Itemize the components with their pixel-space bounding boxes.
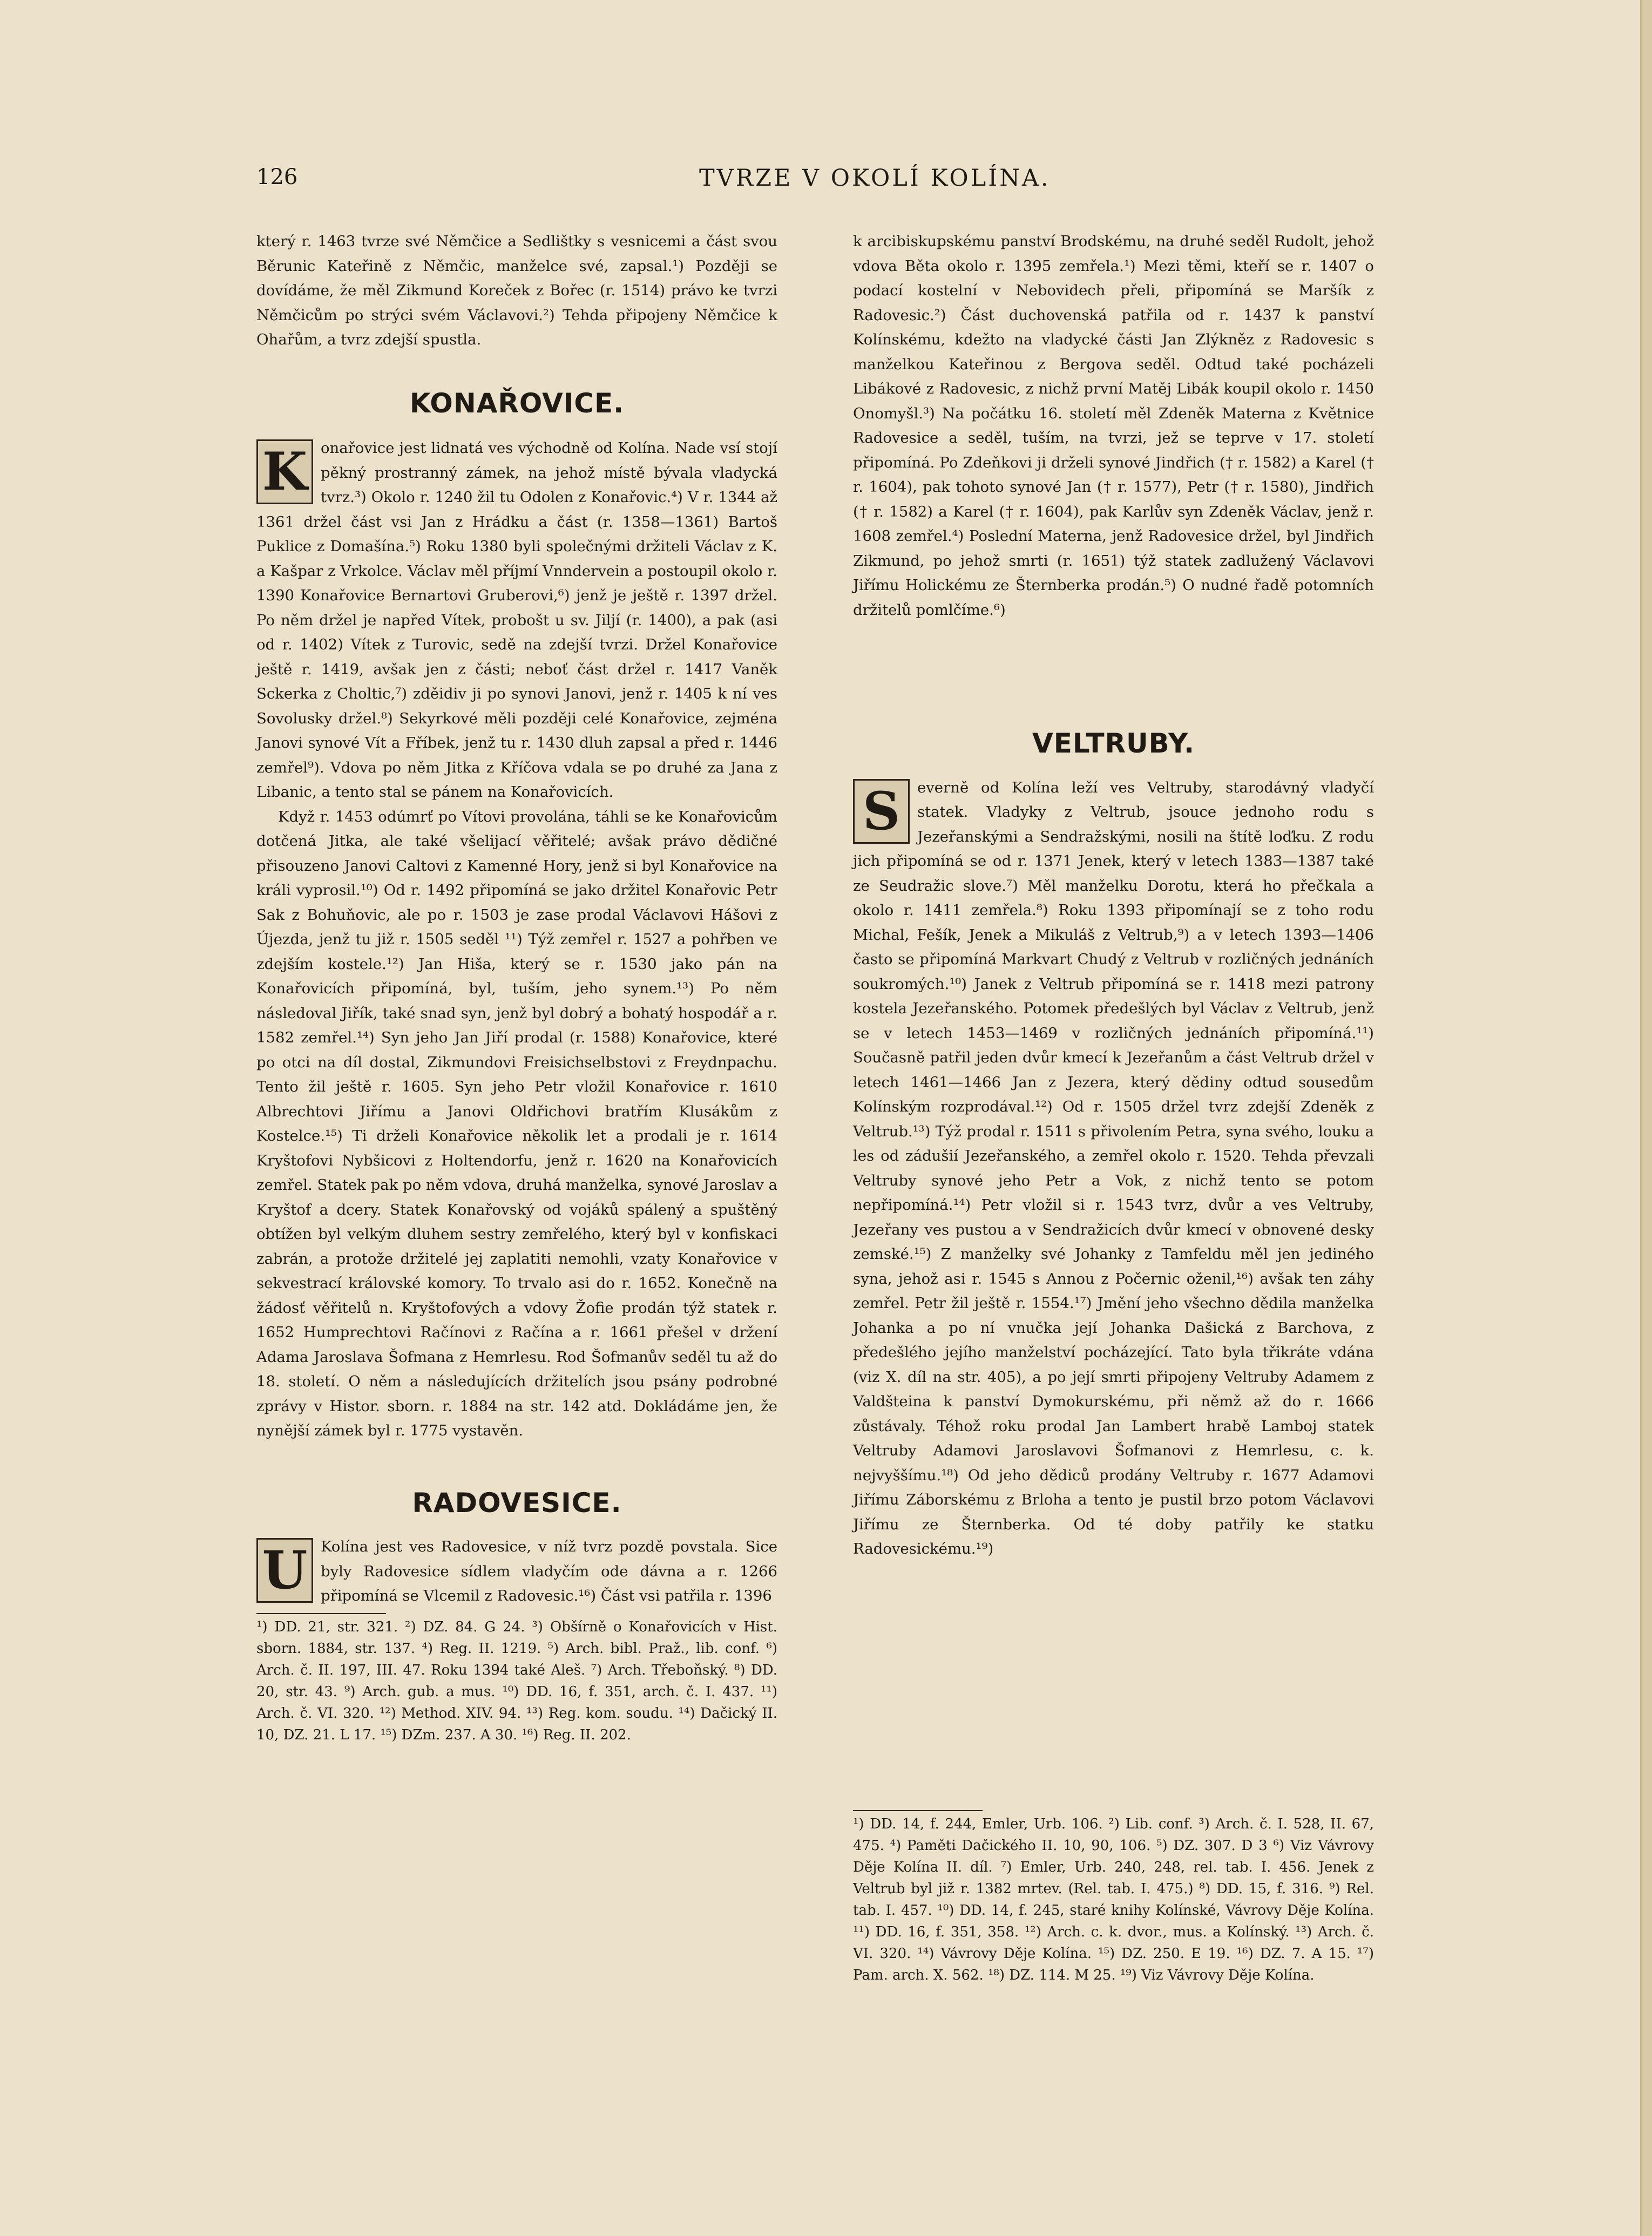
drop-cap-letter: U <box>262 1540 308 1601</box>
drop-cap-letter: S <box>862 780 901 842</box>
section-heading-veltruby: VELTRUBY. <box>1032 728 1195 759</box>
left-intro-paragraph: který r. 1463 tvrze své Němčice a Sedlištky s vesnicemi a část svou Běrunic Kateřině z Němčic, manželce své, zapsal.¹) Později se dovídáme, že měl Zikmund Koreček z Bořec (r. 1514) právo ke tvrzi Němčicům po strýci svém Václavovi.²) Tehda připojeny Němčice k Ohařům, a tvrz zdejší spustla. <box>256 233 777 348</box>
section-heading-konarovice: KONAŘOVICE. <box>409 387 625 419</box>
right-footnotes: ¹) DD. 14, f. 244, Emler, Urb. 106. ²) Lib. conf. ³) Arch. č. I. 528, II. 67, 475. ⁴) Paměti Dačického II. 10, 90, 106. ⁵) DZ. 307. D 3 ⁶) Viz Vávrovy Děje Kolína II. díl. ⁷) Emler, Urb. 240, 248, rel. tab. I. 456. Jenek z Veltrub byl již r. 1382 mrtev. (Rel. tab. I. 475.) ⁸) DD. 15, f. 316. ⁹) Rel. tab. I. 457. ¹⁰) DD. 14, f. 245, staré knihy Kolínské, Vávrovy Děje Kolína. ¹¹) DD. 16, f. 351, 358. ¹²) Arch. c. k. dvor., mus. a Kolínský. ¹³) Arch. č. VI. 320. ¹⁴) Vávrovy Děje Kolína. ¹⁵) DZ. 250. E 19. ¹⁶) DZ. 7. A 15. ¹⁷) Pam. arch. X. 562. ¹⁸) DZ. 114. M 25. ¹⁹) Viz Vávrovy Děje Kolína. <box>853 1810 1374 1986</box>
section-heading-radovesice: RADOVESICE. <box>412 1487 622 1519</box>
konarovice-paragraph-2: Když r. 1453 odúmrť po Vítovi provolána, táhli se ke Konařovicům dotčená Jitka, ale také všelijací věřitelé; avšak právo dědičné přisouzeno Janovi Caltovi z Kamenné Hory, jenž si byl Konařovice na králi vyprosil.¹⁰) Od r. 1492 připomíná se jako držitel Konařovic Petr Sak z Bohuňovic, ale po r. 1503 je zase prodal Václavovi Hášovi z Újezda, jenž tu již r. 1505 seděl ¹¹) Týž zemřel r. 1527 a pohřben ve zdejším kostele.¹²) Jan Hiša, který se r. 1530 jako pán na Konařovicích připomíná, byl, tuším, jeho synem.¹³) Po něm následoval Jiřík, také snad syn, jenž byl dobrý a bohatý hospodář a r. 1582 zemřel.¹⁴) Syn jeho Jan Jiří prodal (r. 1588) Konařovice, které po otci na díl dostal, Zikmundovi Freisichselbstovi z Freydnpachu. Tento žil ještě r. 1605. Syn jeho Petr vložil Konařovice r. 1610 Albrechtovi Jiřímu a Janovi Oldřichovi bratřím Klusákům z Kostelce.¹⁵) Ti drželi Konařovice několik let a prodali je r. 1614 Kryštofovi Nybšicovi z Holtendorfu, jenž r. 1620 na Konařovicích zemřel. Statek pak po něm vdova, druhá manželka, synové Jaroslav a Kryštof a dcery. Statek Konařovský od vojáků spálený a spuštěný obtížen byl velkým dluhem sestry zemřelého, který byl v konfiskaci zabrán, a protože držitelé jej zaplatiti nemohli, vzaty Konařovice v sekvestrací královské komory. To trvalo asi do r. 1652. Konečně na žádosť věřitelů n. Kryštofových a vdovy Žofie prodán týž statek r. 1652 Humprechtovi Račínovi z Račína a r. 1661 přešel v držení Adama Jaroslava Šofmana z Hemrlesu. Rod Šofmanův seděl tu až do 18. století. O něm a následujících držitelích jsou psány podrobné zprávy v Histor. sborn. r. 1884 na str. 142 atd. Dokládáme jen, že nynější zámek byl r. 1775 vystavěn. <box>256 808 777 1439</box>
drop-cap-k <box>256 439 313 504</box>
drop-cap-u <box>256 1538 313 1603</box>
konarovice-paragraph-1: onařovice jest lidnatá ves východně od Kolína. Nade vsí stojí pěkný prostranný zámek, na jehož místě bývala vladycká tvrz.³) Okolo r. 1240 žil tu Odolen z Konařovic.⁴) V r. 1344 až 1361 držel část vsi Jan z Hrádku a část (r. 1358—1361) Bartoš Puklice z Domašína.⁵) Roku 1380 byli společnými držiteli Václav z K. a Kašpar z Vrkolce. Václav měl příjmí Vnndervein a postoupil okolo r. 1390 Konařovice Bernartovi Gruberovi,⁶) jenž je ještě r. 1397 držel. Po něm držel je napřed Vítek, probošt u sv. Jiljí (r. 1400), a pak (asi od r. 1402) Vítek z Turovic, sedě na zdejší tvrzi. Držel Konařovice ještě r. 1419, avšak jen z části; neboť část držel r. 1417 Vaněk Sckerka z Choltic,⁷) zděidiv ji po synovi Janovi, jenž r. 1405 k ní ves Sovolusky držel.⁸) Sekyrkové měli později celé Konařovice, zejména Janovi synové Vít a Fříbek, jenž tu r. 1430 dluh zapsal a před r. 1446 zemřel⁹). Vdova po něm Jitka z Kříčova vdala se po druhé za Jana z Libanic, a tento stal se pánem na Konařovicích. <box>256 439 777 801</box>
drop-cap-letter: K <box>262 441 308 502</box>
running-header <box>256 165 1325 202</box>
radovesice-paragraph-1: Kolína jest ves Radovesice, v níž tvrz pozdě povstala. Sice byly Radovesice sídlem vladyčím ode dávna a r. 1266 připomíná se Vlcemil z Radovesic.¹⁶) Část vsi patřila r. 1396 <box>321 1538 777 1604</box>
left-footnotes: ¹) DD. 21, str. 321. ²) DZ. 84. G 24. ³) Obšírně o Konařovicích v Hist. sborn. 1884, str. 137. ⁴) Reg. II. 1219. ⁵) Arch. bibl. Praž., lib. conf. ⁶) Arch. č. II. 197, III. 47. Roku 1394 také Aleš. ⁷) Arch. Třeboňský. ⁸) DD. 20, str. 43. ⁹) Arch. gub. a mus. ¹⁰) DD. 16, f. 351, arch. č. I. 437. ¹¹) Arch. č. VI. 320. ¹²) Method. XIV. 94. ¹³) Reg. kom. soudu. ¹⁴) Dačický II. 10, DZ. 21. L 17. ¹⁵) DZm. 237. A 30. ¹⁶) Reg. II. 202. <box>256 1613 777 1746</box>
right-intro-paragraph: k arcibiskupskému panství Brodskému, na druhé seděl Rudolt, jehož vdova Běta okolo r. 1395 zemřela.¹) Mezi těmi, kteří se r. 1407 o podací kostelní v Nebovidech přeli, připomíná se Maršík z Radovesic.²) Část duchovenská patřila od r. 1437 k panství Kolínskému, kdežto na vladycké části Jan Zlýkněz z Radovesic s manželkou Kateřinou z Bergova seděl. Odtud také pocházeli Libákové z Radovesic, z nichž první Matěj Libák koupil okolo r. 1450 Onomyšl.³) Na počátku 16. století měl Zdeněk Materna z Květnice Radovesice a seděl, tuším, na tvrzi, jež se teprve v 17. století připomíná. Po Zdeňkovi ji drželi synové Jindřich († r. 1582) a Karel († r. 1604), pak tohoto synové Jan († r. 1577), Petr († r. 1580), Jindřich († r. 1582) a Karel († r. 1604), pak Karlův syn Zdeněk Václav, jenž r. 1608 zemřel.⁴) Poslední Materna, jenž Radovesice držel, byl Jindřich Zikmund, po jehož smrti (r. 1651) týž statek zadlužený Václavovi Jiřímu Holickému ze Šternberka prodán.⁵) O nudné řadě potomních držitelů pomlčíme.⁶) <box>853 233 1374 619</box>
running-title: TVRZE V OKOLÍ KOLÍNA. <box>699 165 1051 192</box>
page-edge-rule <box>1640 0 1642 2236</box>
veltruby-paragraph-1: everně od Kolína leží ves Veltruby, starodávný vladyčí statek. Vladyky z Veltrub, jsouce jednoho rodu s Jezeřanskými a Sendražskými, nosili na štítě loďku. Z rodu jich připomíná se od r. 1371 Jenek, který v letech 1383—1387 také ze Seudražic slove.⁷) Měl manželku Dorotu, která ho přečkala a okolo r. 1411 zemřela.⁸) Roku 1393 připomínají se z toho rodu Michal, Fešík, Jenek a Mikuláš z Veltrub,⁹) a v letech 1393—1406 často se připomíná Markvart Chudý z Veltrub v rozličných jednáních soukromých.¹⁰) Janek z Veltrub připomíná se r. 1418 mezi patrony kostela Jezeřanského. Potomek předešlých byl Václav z Veltrub, jenž se v letech 1453—1469 v rozličných jednáních připomíná.¹¹) Současně patřil jeden dvůr kmecí k Jezeřanům a část Veltrub držel v letech 1461—1466 Jan z Jezera, který dědiny odtud sousedům Kolínským rozprodával.¹²) Od r. 1505 držel tvrz zdejší Zdeněk z Veltrub.¹³) Týž prodal r. 1511 s přivolením Petra, syna svého, louku a les od zádušií Jezeřanského, a zemřel okolo r. 1520. Tehda převzali Veltruby synové jeho Petr a Vok, z nichž tento se potom nepřipomíná.¹⁴) Petr vložil si r. 1543 tvrz, dvůr a ves Veltruby, Jezeřany ves pustou a v Sendražicích dvůr kmecí v obnovené desky zemské.¹⁵) Z manželky své Johanky z Tamfeldu měl jen jediného syna, jehož asi r. 1545 s Annou z Počernic oženil,¹⁶) avšak ten záhy zemřel. Petr žil ještě r. 1554.¹⁷) Jmění jeho všechno dědila manželka Johanka a po ní vnučka její Johanka Dašická z Barchova, z předešlého jejího manželství pocházející. Tato byla třikráte vdána (viz X. díl na str. 405), a po její smrti připojeny Veltruby Adamem z Valdšteina k panství Dymokurskému, při němž až do r. 1666 zůstávaly. Téhož roku prodal Jan Lambert hrabě Lamboj statek Veltruby Adamovi Jaroslavovi Šofmanovi z Hemrlesu, c. k. nejvyššímu.¹⁸) Od jeho dědiců prodány Veltruby r. 1677 Adamovi Jiřímu Záborskému z Brloha a tento je pustil brzo potom Václavovi Jiřímu ze Šternberka. Od té doby patřily ke statku Radovesickému.¹⁹) <box>853 778 1374 1557</box>
page-number: 126 <box>256 165 298 189</box>
left-column <box>256 229 777 1746</box>
right-column <box>853 229 1374 1986</box>
drop-cap-s <box>853 779 910 844</box>
